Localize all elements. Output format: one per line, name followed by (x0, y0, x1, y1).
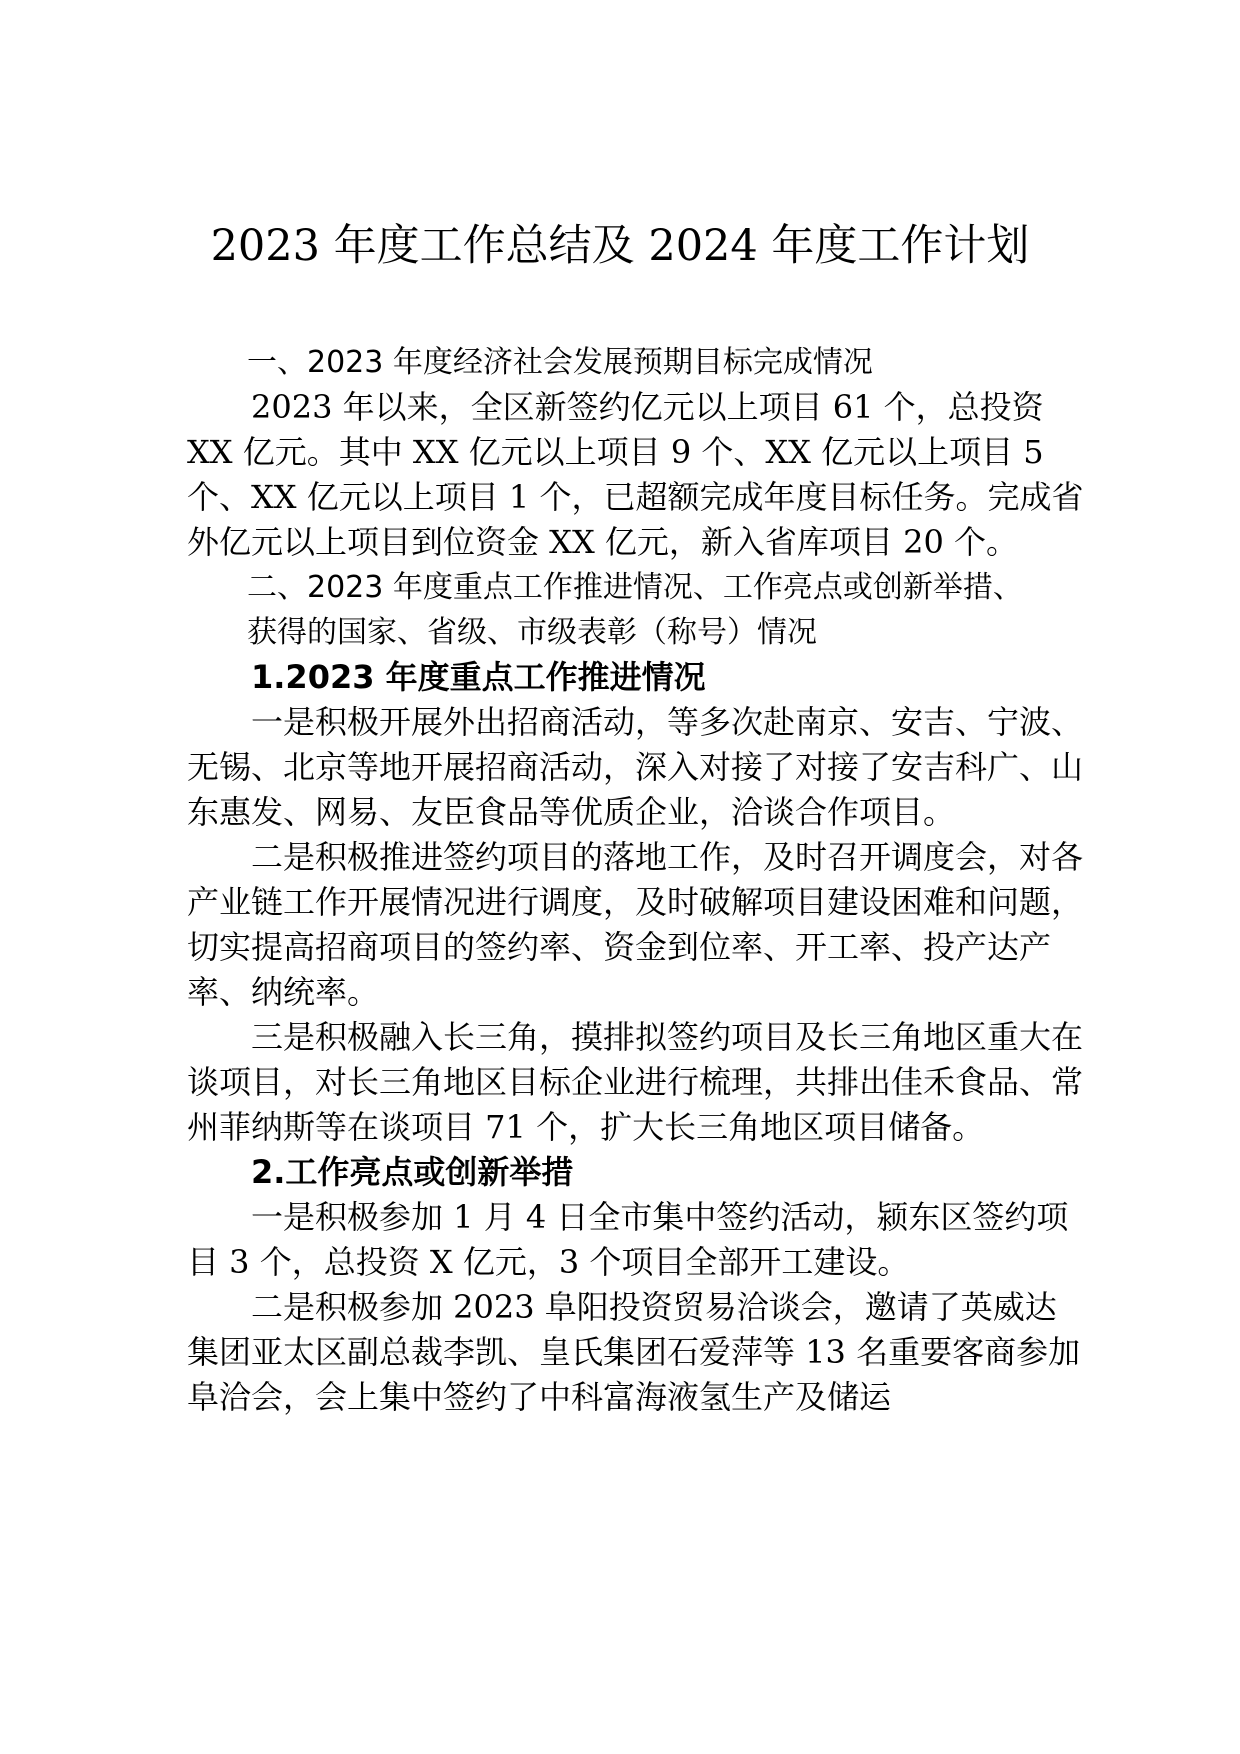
paragraph: 三是积极融入长三角，摸排拟签约项目及长三角地区重大在谈项目，对长三角地区目标企业进行梳理，共排出佳禾食品、常州菲纳斯等在谈项目 71 个，扩大长三角地区项目储备。 (187, 1018, 1084, 1146)
paragraph: 二是积极推进签约项目的落地工作，及时召开调度会，对各产业链工作开展情况进行调度，及时破解项目建设困难和问题，切实提高招商项目的签约率、资金到位率、开工率、投产达产率、纳统率。 (187, 838, 1084, 1011)
document-title: 2023 年度工作总结及 2024 年度工作计划 (210, 221, 1030, 271)
paragraph: 二是积极参加 2023 阜阳投资贸易洽谈会，邀请了英威达集团亚太区副总裁李凯、皇氏集团石爱萍等 13 名重要客商参加阜洽会，会上集中签约了中科富海液氢生产及储运 (187, 1288, 1081, 1416)
paragraph: 一是积极开展外出招商活动，等多次赴南京、安吉、宁波、无锡、北京等地开展招商活动，深入对接了对接了安吉科广、山东惠发、网易、友臣食品等优质企业，洽谈合作项目。 (187, 703, 1084, 831)
document-body (187, 340, 1087, 1420)
section-heading-1: 一、2023 年度经济社会发展预期目标完成情况 (247, 345, 873, 380)
section-heading-2-continuation: 获得的国家、省级、市级表彰（称号）情况 (247, 615, 817, 650)
paragraph: 一是积极参加 1 月 4 日全市集中签约活动，颍东区签约项目 3 个，总投资 X 亿元，3 个项目全部开工建设。 (187, 1198, 1069, 1281)
section-heading-2: 二、2023 年度重点工作推进情况、工作亮点或创新举措、 (247, 570, 1023, 605)
paragraph: 2023 年以来，全区新签约亿元以上项目 61 个，总投资 XX 亿元。其中 XX 亿元以上项目 9 个、XX 亿元以上项目 5 个、XX 亿元以上项目 1 个，已超额完成年度目标任务。完成省外亿元以上项目到位资金 XX 亿元，新入省库项目 20 个。 (187, 388, 1084, 561)
subsection-heading-1: 1.2023 年度重点工作推进情况 (251, 658, 706, 696)
subsection-heading-2: 2.工作亮点或创新举措 (251, 1153, 574, 1191)
